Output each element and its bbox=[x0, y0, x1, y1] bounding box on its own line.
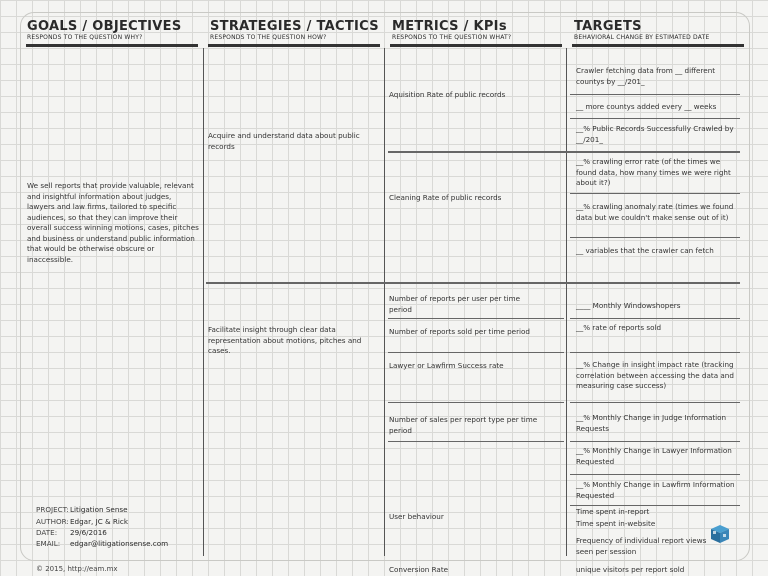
project-value: Litigation Sense bbox=[70, 505, 128, 514]
column-divider bbox=[384, 48, 385, 556]
email-value[interactable]: edgar@litigationsense.com bbox=[70, 539, 169, 548]
goal-text: We sell reports that provide valuable, relevant and insightful information about judges, lawyers and law firms, tailored to specific audiences, so that they can improve their overall success winning motions, cases, pitches and business or understand public information that would be otherwise obscure or inaccessible. bbox=[27, 181, 199, 264]
email-row bbox=[36, 538, 206, 549]
author-row bbox=[36, 516, 196, 527]
target-text: __ more countys added every __ weeks bbox=[576, 102, 717, 111]
author-label: AUTHOR: bbox=[36, 517, 69, 526]
footer-copyright: © 2015, http://eam.mx bbox=[36, 565, 118, 573]
target-text: __% Monthly Change in Lawyer Information Requested bbox=[576, 446, 732, 466]
section-divider bbox=[206, 282, 740, 284]
section-divider bbox=[388, 151, 740, 153]
date-row bbox=[36, 527, 196, 538]
target-text: unique visitors per report sold bbox=[576, 565, 685, 574]
header-subtitle: BEHAVIORAL CHANGE BY ESTIMATED DATE bbox=[574, 34, 710, 41]
row-divider bbox=[570, 118, 740, 119]
target-text: Time spent in-website bbox=[576, 519, 656, 528]
header-rule bbox=[390, 44, 562, 47]
target-text: Crawler fetching data from __ different countys by __/201_ bbox=[576, 66, 716, 86]
row-divider bbox=[388, 352, 564, 353]
header-targets bbox=[574, 20, 709, 42]
metric-text: Cleaning Rate of public records bbox=[389, 193, 502, 202]
strategy-text: Facilitate insight through clear data representation about motions, pitches and cases. bbox=[208, 325, 362, 355]
target-text: __% Monthly Change in Lawfirm Information Requested bbox=[576, 480, 735, 500]
row-divider bbox=[570, 318, 740, 319]
row-divider bbox=[570, 94, 740, 95]
author-value: Edgar, JC & Rick bbox=[70, 517, 129, 526]
date-value: 29/6/2016 bbox=[70, 528, 107, 537]
email-label: EMAIL: bbox=[36, 539, 61, 548]
row-divider bbox=[570, 237, 740, 238]
row-divider bbox=[570, 505, 740, 506]
column-divider bbox=[203, 48, 204, 556]
header-rule bbox=[572, 44, 744, 47]
header-title: GOALS / OBJECTIVES bbox=[27, 19, 182, 34]
date-label: DATE: bbox=[36, 528, 58, 537]
column-divider bbox=[566, 48, 567, 556]
row-divider bbox=[388, 318, 564, 319]
row-divider bbox=[570, 352, 740, 353]
metric-text: Number of reports per user per time period bbox=[389, 294, 520, 314]
metric-text: Conversion Rate bbox=[389, 565, 449, 574]
row-divider bbox=[570, 441, 740, 442]
cube-logo-icon bbox=[710, 524, 730, 544]
header-title: METRICS / KPIs bbox=[392, 19, 507, 34]
header-goals bbox=[27, 20, 182, 42]
target-text: __% Change in insight impact rate (tracking correlation between accessing the data and measuring case success) bbox=[576, 360, 734, 390]
row-divider bbox=[570, 474, 740, 475]
row-divider bbox=[570, 402, 740, 403]
header-subtitle: RESPONDS TO THE QUESTION HOW? bbox=[210, 34, 327, 41]
header-rule bbox=[208, 44, 380, 47]
metric-text: Aquisition Rate of public records bbox=[389, 90, 506, 99]
header-subtitle: RESPONDS TO THE QUESTION WHY? bbox=[27, 34, 143, 41]
target-text: __% crawling error rate (of the times we found data, how many times we were right about it?) bbox=[576, 157, 731, 187]
header-subtitle: RESPONDS TO THE QUESTION WHAT? bbox=[392, 34, 512, 41]
metric-text: User behaviour bbox=[389, 512, 444, 521]
target-text: __ variables that the crawler can fetch bbox=[576, 246, 714, 255]
target-text: ____ Monthly Windowshopers bbox=[576, 301, 681, 310]
target-text: Frequency of individual report views seen per session bbox=[576, 536, 707, 556]
project-row bbox=[36, 504, 196, 515]
target-text: __% Monthly Change in Judge Information Requests bbox=[576, 413, 727, 433]
metric-text: Number of reports sold per time period bbox=[389, 327, 530, 336]
header-strategies bbox=[210, 20, 379, 42]
header-metrics bbox=[392, 20, 511, 42]
metric-text: Number of sales per report type per time period bbox=[389, 415, 538, 435]
row-divider bbox=[388, 402, 564, 403]
metric-text: Lawyer or Lawfirm Success rate bbox=[389, 361, 504, 370]
target-text: Time spent in-report bbox=[576, 507, 650, 516]
target-text: __% Public Records Successfully Crawled by __/201_ bbox=[576, 124, 734, 144]
row-divider bbox=[388, 441, 564, 442]
row-divider bbox=[570, 193, 740, 194]
header-title: STRATEGIES / TACTICS bbox=[210, 19, 379, 34]
target-text: __% crawling anomaly rate (times we found data but we couldn't make sense out of it) bbox=[576, 202, 734, 222]
header-title: TARGETS bbox=[574, 19, 642, 34]
header-rule bbox=[26, 44, 198, 47]
strategy-text: Acquire and understand data about public records bbox=[208, 131, 360, 151]
target-text: __% rate of reports sold bbox=[576, 323, 662, 332]
project-label: PROJECT: bbox=[36, 505, 69, 514]
